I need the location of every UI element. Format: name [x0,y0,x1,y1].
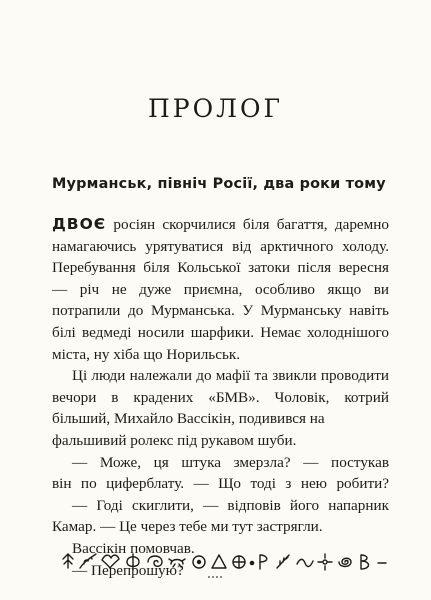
paragraph-line: міста, ну хіба що Норильськ. [52,345,241,363]
paragraph-1 [52,214,389,365]
ornament-glyph [339,558,351,566]
paragraph-line: Вассікін помовчав. [72,539,195,557]
lead-word: ДВОЄ [52,215,107,233]
ornament-glyph [297,559,313,566]
paragraph-line: — Може, ця штука змерзла? — постукав [72,453,389,471]
ornament-glyph [260,555,267,569]
paragraph-line: — Годі скиглити, — відповів його напарник [72,496,389,514]
ornament-glyph [63,554,73,568]
paragraph-line: Перебування біля Кольської затоки після вересня — річ не дуже приємна, особливо якщо ви [52,259,389,298]
paragraph-line: росіян скорчилися біля багаття, даремно [106,216,389,233]
ornament-glyph [233,556,245,568]
ornament-glyph [80,554,96,568]
ornament-glyph [169,559,185,567]
body-text [52,214,389,581]
ornament-glyph [318,554,332,570]
page-marker-dots-icon [208,576,224,578]
ornament-border [58,547,393,573]
paragraph-line: фальшивий ролекс під рукавом шуби. [52,431,297,449]
ornament-glyph [148,556,162,566]
paragraph-line: намагаючись урятуватися від арктичного холоду. [52,237,389,255]
paragraph-4 [52,495,389,538]
paragraph-line: — Перепрошую? [72,561,184,579]
ornament-glyph [102,555,119,568]
paragraph-3 [52,452,389,495]
paragraph-line: білі ведмеді носили шарфики. Немає холоднішого [52,323,389,341]
paragraph-line: Ці люди належали до мафії та звикли проводити вечори в крадених «БМВ». Чоловік, котрий більший, Михайло Вассікін, подивився на [52,367,389,428]
ornament-glyph [250,561,253,564]
ornament-glyph [277,555,289,568]
chapter-title: ПРОЛОГ [147,94,284,123]
decorative-glyph-border-icon [58,547,393,573]
ornament-glyph [127,554,139,570]
paragraph-line: він по циферблату. — Що тоді з нею робити? [52,475,389,493]
paragraph-line: Камар. — Це через тебе ми тут застрягли. [52,518,323,536]
chapter-subtitle: Мурманськ, північ Росії, два роки тому [52,176,386,192]
ornament-glyph [212,555,226,568]
ornament-glyph [193,556,205,568]
ornament-glyph [361,555,369,569]
paragraph-line: потрапили до Мурманська. У Мурманську навіть [52,302,389,320]
paragraph-2 [52,365,389,451]
